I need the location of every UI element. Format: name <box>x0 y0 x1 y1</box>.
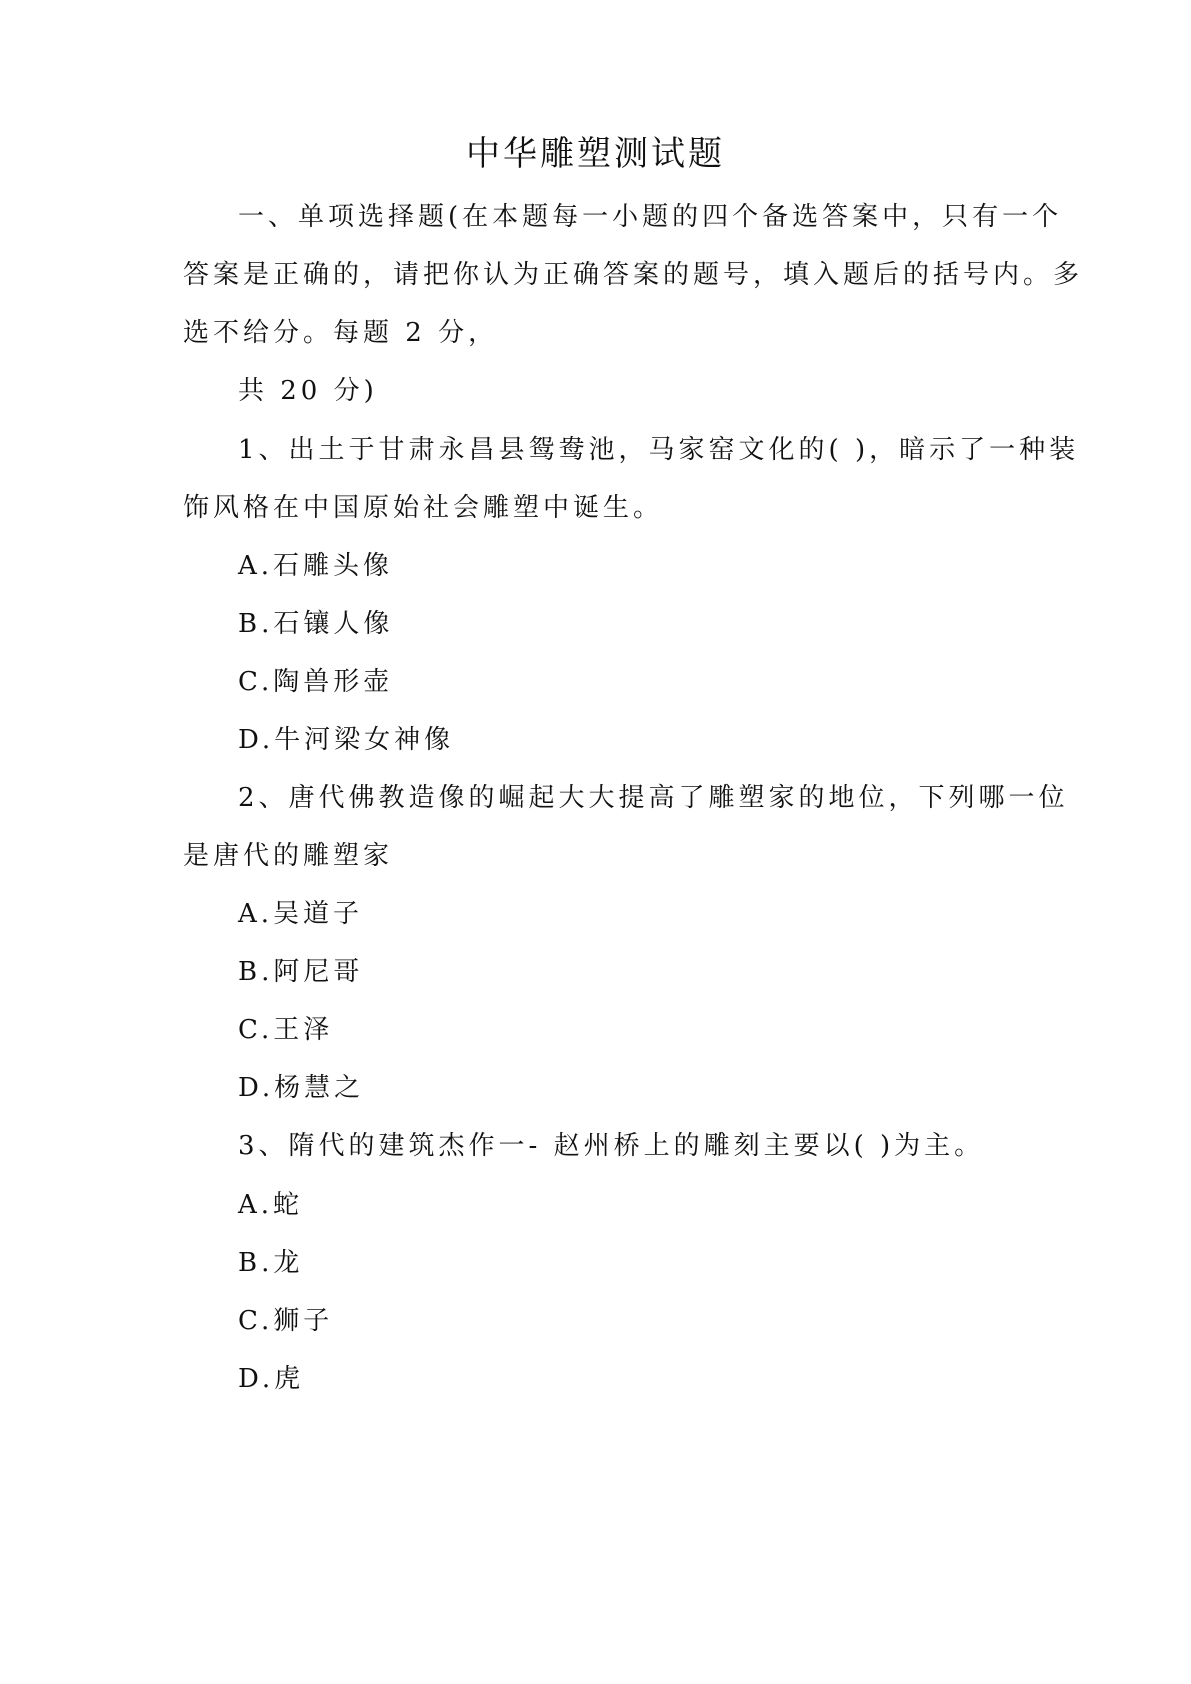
question-1-option-d: D.牛河梁女神像 <box>238 725 455 755</box>
question-2-stem-line-2: 是唐代的雕塑家 <box>183 841 394 871</box>
section-header-line-2: 答案是正确的，请把你认为正确答案的题号，填入题后的括号内。多 <box>183 260 1084 290</box>
question-2-option-d: D.杨慧之 <box>238 1073 365 1103</box>
section-header-line-1: 一、单项选择题(在本题每一小题的四个备选答案中，只有一个 <box>238 202 1063 232</box>
question-3-option-d: D.虎 <box>238 1364 305 1394</box>
question-1-option-a: A.石雕头像 <box>238 551 394 581</box>
question-2-option-c: C.王泽 <box>238 1015 334 1045</box>
question-2-option-b: B.阿尼哥 <box>238 957 364 987</box>
question-3-option-a: A.蛇 <box>238 1190 304 1220</box>
question-3-option-c: C.狮子 <box>238 1306 334 1336</box>
section-header-line-3: 选不给分。每题 2 分， <box>183 318 499 348</box>
question-2-stem-line-1: 2、唐代佛教造像的崛起大大提高了雕塑家的地位，下列哪一位 <box>238 783 1069 813</box>
question-3-stem: 3、隋代的建筑杰作一- 赵州桥上的雕刻主要以( )为主。 <box>238 1131 985 1161</box>
question-1-option-c: C.陶兽形壶 <box>238 667 394 697</box>
document-title: 中华雕塑测试题 <box>466 134 725 174</box>
section-header-line-4: 共 20 分) <box>238 376 378 406</box>
question-1-stem-line-2: 饰风格在中国原始社会雕塑中诞生。 <box>183 493 664 523</box>
question-1-stem-line-1: 1、出土于甘肃永昌县鸳鸯池，马家窑文化的( )，暗示了一种装 <box>238 435 1080 465</box>
question-1-option-b: B.石镶人像 <box>238 609 394 639</box>
question-2-option-a: A.吴道子 <box>238 899 364 929</box>
question-3-option-b: B.龙 <box>238 1248 304 1278</box>
